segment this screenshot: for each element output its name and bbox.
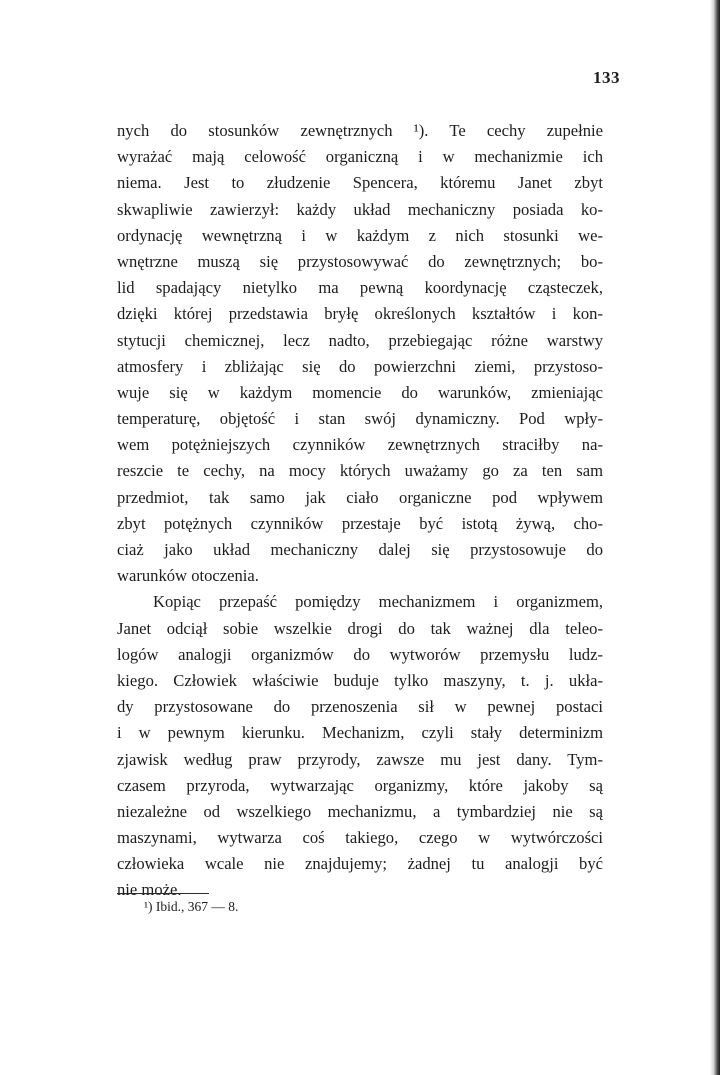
text-line: czasem przyroda, wytwarzając organizmy, które jakoby są bbox=[117, 775, 603, 795]
text-line: atmosfery i zbliżając się do powierzchni ziemi, przystoso- bbox=[117, 356, 603, 376]
text-line: zjawisk według praw przyrody, zawsze mu jest dany. Tym- bbox=[117, 749, 603, 769]
text-line: człowieka wcale nie znajdujemy; żadnej tu analogji być bbox=[117, 854, 603, 874]
text-line: ordynację wewnętrzną i w każdym z nich stosunki we- bbox=[117, 225, 603, 245]
text-line: temperaturę, objętość i stan swój dynamiczny. Pod wpły- bbox=[117, 409, 603, 429]
page-edge-shadow bbox=[710, 0, 720, 1075]
text-line: niema. Jest to złudzenie Spencera, któremu Janet zbyt bbox=[117, 173, 603, 193]
text-line: i w pewnym kierunku. Mechanizm, czyli stały determinizm bbox=[117, 723, 603, 743]
page-number: 133 bbox=[593, 68, 620, 87]
body-text bbox=[117, 118, 603, 904]
text-line: wyrażać mają celowość organiczną i w mechanizmie ich bbox=[117, 147, 603, 167]
paragraph-1 bbox=[117, 118, 603, 589]
text-line: stytucji chemicznej, lecz nadto, przebiegając różne warstwy bbox=[117, 330, 603, 350]
text-line: logów analogji organizmów do wytworów przemysłu ludz- bbox=[117, 644, 603, 664]
text-line: warunków otoczenia. bbox=[117, 566, 259, 586]
text-line: niezależne od wszelkiego mechanizmu, a tymbardziej nie są bbox=[117, 801, 603, 821]
text-line: wnętrzne muszą się przystosowywać do zewnętrznych; bo- bbox=[117, 251, 603, 271]
text-line: zbyt potężnych czynników przestaje być istotą żywą, cho- bbox=[117, 513, 603, 533]
text-line: wuje się w każdym momencie do warunków, zmieniając bbox=[117, 382, 603, 402]
paragraph-2 bbox=[117, 589, 603, 903]
text-line: reszcie te cechy, na mocy których uważamy go za ten sam bbox=[117, 461, 603, 481]
text-line: Janet odciął sobie wszelkie drogi do tak ważnej dla teleo- bbox=[117, 618, 603, 638]
footnote-divider bbox=[117, 893, 209, 894]
footnote: ¹) Ibid., 367 — 8. bbox=[144, 899, 239, 914]
text-line: kiego. Człowiek właściwie buduje tylko maszyny, t. j. ukła- bbox=[117, 670, 603, 690]
text-line: ciaż jako układ mechaniczny dalej się przystosowuje do bbox=[117, 540, 603, 559]
text-line: nych do stosunków zewnętrznych ¹). Te cechy zupełnie bbox=[117, 121, 603, 140]
text-line: maszynami, wytwarza coś takiego, czego w wytwórczości bbox=[117, 828, 603, 848]
text-line: skwapliwie zawierzył: każdy układ mechaniczny posiada ko- bbox=[117, 199, 603, 219]
text-line: nie może. bbox=[117, 880, 182, 900]
text-line: dy przystosowane do przenoszenia sił w pewnej postaci bbox=[117, 697, 603, 717]
text-line: przedmiot, tak samo jak ciało organiczne pod wpływem bbox=[117, 487, 603, 507]
text-line: lid spadający nietylko ma pewną koordynację cząsteczek, bbox=[117, 278, 603, 298]
text-line: Kopiąc przepaść pomiędzy mechanizmem i organizmem, bbox=[153, 592, 603, 612]
text-line: dzięki której przedstawia bryłę określonych kształtów i kon- bbox=[117, 304, 603, 324]
text-line: wem potężniejszych czynników zewnętrznych straciłby na- bbox=[117, 435, 603, 455]
